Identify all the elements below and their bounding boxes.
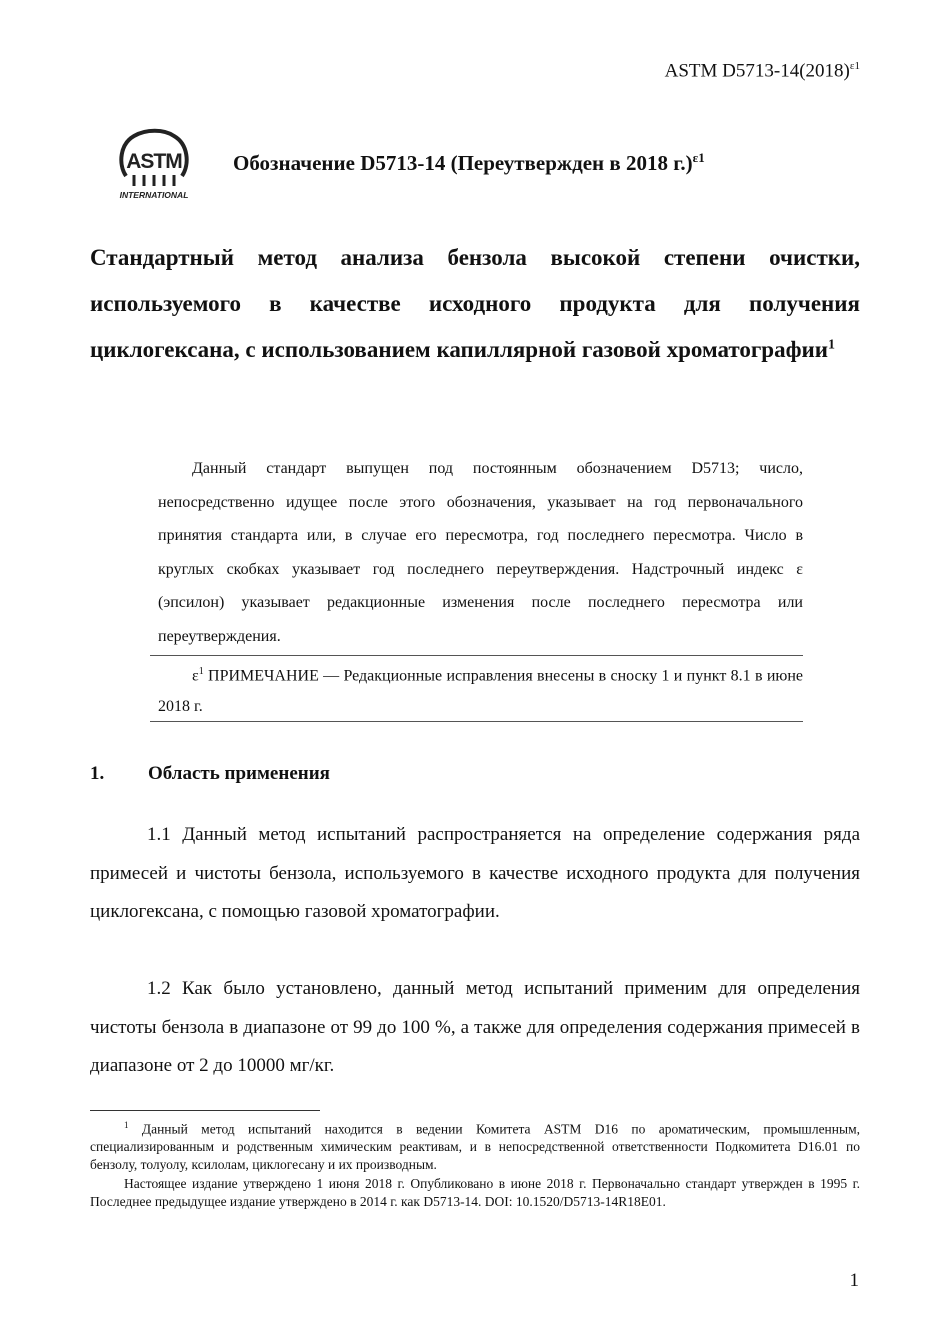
footnote-separator	[90, 1110, 320, 1111]
svg-text:ASTM: ASTM	[126, 150, 182, 173]
page-number: 1	[849, 1270, 859, 1291]
designation-epsilon: ε1	[692, 150, 705, 165]
document-title: Стандартный метод анализа бензола высокой степени очистки, используемого в качестве исходного продукта для получения циклогексана, с использованием капиллярной газовой хроматографии$^1$	[90, 245, 860, 362]
footnote-mark: 1	[124, 1120, 129, 1130]
footnote-publication-info: Настоящее издание утверждено 1 июня 2018 г. Опубликовано в июне 2018 г. Первоначально стандарт утвержден в 1995 г. Последнее предыдущее издание утверждено в 2014 г. как D5713-14. DOI: 10.1520/D5713-14R18E01.	[90, 1176, 860, 1209]
section-heading	[90, 763, 330, 785]
logo-label: INTERNATIONAL	[119, 190, 189, 200]
footnote-1: $^1$ Данный метод испытаний находится в ведении Комитета ASTM D16 по ароматическим, промышленным, специализированным и родственным химическим реактивам, и в непосредственной ответственности Подкомитета D16.01 по бензолу, толуолу, ксилолам, циклогесану и их производным.	[90, 1120, 860, 1172]
editorial-note: $\varepsilon^1$ ПРИМЕЧАНИЕ — Редакционные исправления внесены в сноску 1 и пункт 8.1 в июне 2018 г.	[158, 666, 803, 716]
document-reference: ASTM $D5713-14(2018)^{\varepsilon 1}$	[664, 60, 860, 82]
astm-logo-icon	[112, 128, 196, 200]
editorial-epsilon-sup: 1	[198, 666, 204, 677]
paragraph-1-2: 1.2 Как было установлено, данный метод испытаний применим для определения чистоты бензола в диапазоне от 99 до 100 %, а также для определения содержания примесей в диапазоне от 2 до 10000 мг/кг.	[90, 978, 860, 1076]
designation-heading: Обозначение D5713-14 (Переутвержден в 2018 г.)$^{\varepsilon 1}$	[233, 150, 705, 175]
epsilon-superscript: ε1	[849, 60, 860, 72]
title-footnote-mark: 1	[828, 337, 836, 353]
paragraph-1-1: 1.1 Данный метод испытаний распространяется на определение содержания ряда примесей и чистоты бензола, используемого в качестве исходного продукта для получения циклогексана, с помощью газовой хроматографии.	[90, 824, 860, 922]
standard-notice: Данный стандарт выпущен под постоянным обозначением D5713; число, непосредственно идущее после этого обозначения, указывает на год первоначального принятия стандарта или, в случае его пересмотра, год последнего пересмотра. Число в круглых скобках указывает год последнего переутверждения. Надстрочный индекс ε (эпсилон) указывает редакционные изменения после последнего пересмотра или переутверждения.	[158, 460, 803, 645]
section-number: 1.	[90, 763, 105, 784]
section-title: Область применения	[148, 763, 330, 784]
note-bottom-rule	[150, 721, 803, 722]
